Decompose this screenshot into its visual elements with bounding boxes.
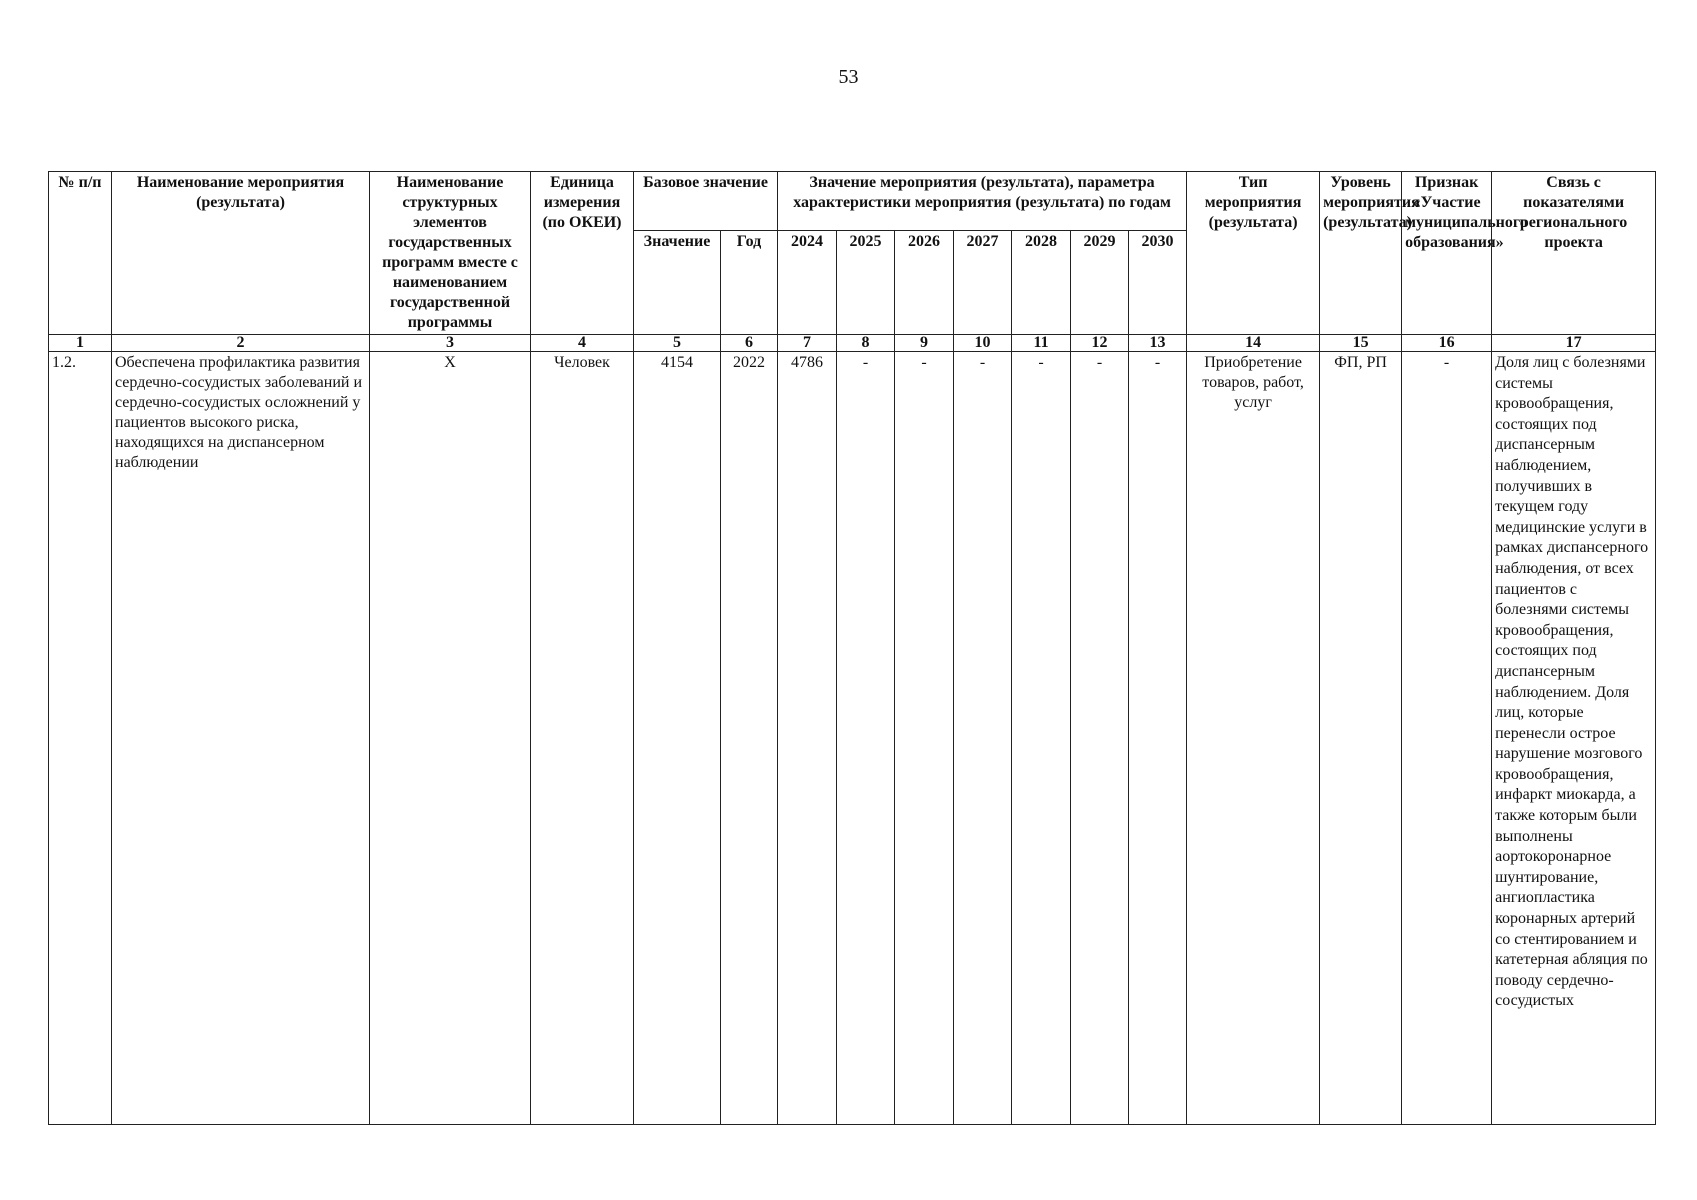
header-base-value: Значение xyxy=(634,231,721,335)
row-base-year: 2022 xyxy=(721,352,778,1125)
page-number: 53 xyxy=(838,66,859,88)
row-value-2024: 4786 xyxy=(778,352,837,1125)
column-number: 17 xyxy=(1492,335,1656,352)
column-number: 12 xyxy=(1071,335,1129,352)
row-level: ФП, РП xyxy=(1320,352,1402,1125)
header-year: 2027 xyxy=(954,231,1012,335)
column-number: 8 xyxy=(837,335,895,352)
table-row xyxy=(49,352,1656,1125)
row-municipal: - xyxy=(1402,352,1492,1125)
column-number: 15 xyxy=(1320,335,1402,352)
row-value-2026: - xyxy=(895,352,954,1125)
header-structural: Наименование структурных элементов государственных программ вместе с наименованием государственной программы xyxy=(370,172,531,335)
column-number: 5 xyxy=(634,335,721,352)
row-link: Доля лиц с болезнями системы кровообращения, состоящих под диспансерным наблюдением, получивших в текущем году медицинские услуги в рамках диспансерного наблюдения, от всех пациентов с болезнями системы кровообращения, состоящих под диспансерным наблюдением. Доля лиц, которые перенесли острое нарушение мозгового кровообращения, инфаркт миокарда, а также которым были выполнены аортокоронарное шунтирование, ангиопластика коронарных артерий со стентированием и катетерная абляция по поводу сердечно-сосудистых xyxy=(1492,352,1656,1125)
measures-table xyxy=(48,171,1656,1125)
column-number: 10 xyxy=(954,335,1012,352)
header-year: 2030 xyxy=(1129,231,1187,335)
header-level: Уровень мероприятия (результата) xyxy=(1320,172,1402,335)
row-base-value: 4154 xyxy=(634,352,721,1125)
header-base: Базовое значение xyxy=(634,172,778,231)
row-num: 1.2. xyxy=(49,352,112,1125)
row-value-2029: - xyxy=(1071,352,1129,1125)
column-number: 13 xyxy=(1129,335,1187,352)
column-number: 2 xyxy=(112,335,370,352)
header-name: Наименование мероприятия (результата) xyxy=(112,172,370,335)
column-number: 6 xyxy=(721,335,778,352)
column-number: 14 xyxy=(1187,335,1320,352)
column-number: 7 xyxy=(778,335,837,352)
header-type: Тип мероприятия (результата) xyxy=(1187,172,1320,335)
row-value-2027: - xyxy=(954,352,1012,1125)
column-number: 3 xyxy=(370,335,531,352)
column-number: 4 xyxy=(531,335,634,352)
header-year: 2029 xyxy=(1071,231,1129,335)
row-value-2028: - xyxy=(1012,352,1071,1125)
column-number: 11 xyxy=(1012,335,1071,352)
header-link: Связь с показателями регионального проекта xyxy=(1492,172,1656,335)
row-value-2025: - xyxy=(837,352,895,1125)
header-year: 2024 xyxy=(778,231,837,335)
column-number: 9 xyxy=(895,335,954,352)
row-structural: Х xyxy=(370,352,531,1125)
column-number: 1 xyxy=(49,335,112,352)
header-num: № п/п xyxy=(49,172,112,335)
header-year: 2026 xyxy=(895,231,954,335)
row-value-2030: - xyxy=(1129,352,1187,1125)
header-year: 2025 xyxy=(837,231,895,335)
row-name: Обеспечена профилактика развития сердечно-сосудистых заболеваний и сердечно-сосудистых осложнений у пациентов высокого риска, находящихся на диспансерном наблюдении xyxy=(112,352,370,1125)
column-number: 16 xyxy=(1402,335,1492,352)
row-unit: Человек xyxy=(531,352,634,1125)
header-year: 2028 xyxy=(1012,231,1071,335)
row-type: Приобретение товаров, работ, услуг xyxy=(1187,352,1320,1125)
column-number-row xyxy=(49,335,1656,352)
header-base-year: Год xyxy=(721,231,778,335)
header-municipal: Признак «Участие муниципального образования» xyxy=(1402,172,1492,335)
header-unit: Единица измерения (по ОКЕИ) xyxy=(531,172,634,335)
header-values-by-year: Значение мероприятия (результата), параметра характеристики мероприятия (результата) по годам xyxy=(778,172,1187,231)
